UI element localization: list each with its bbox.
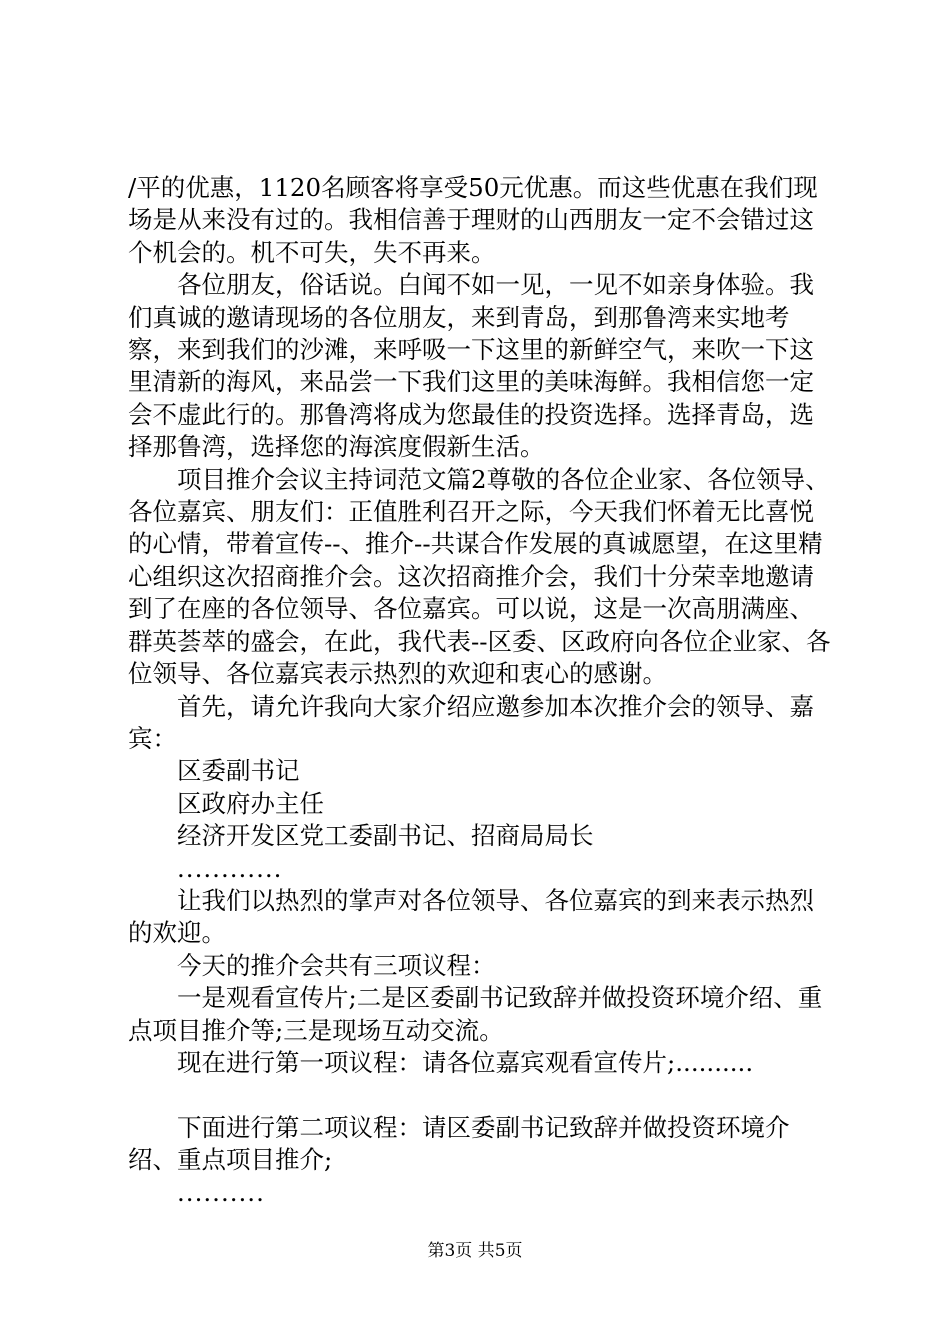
paragraph-agenda-intro: 今天的推介会共有三项议程： bbox=[177, 950, 496, 980]
guest-item-development-zone-secretary: 经济开发区党工委副书记、招商局局长 bbox=[177, 821, 594, 851]
paragraph-invitation: 各位朋友，俗话说。白闻不如一见，一见不如亲身体验。我们真诚的邀请现场的各位朋友，来到青岛，到那鲁湾来实地考察，来到我们的沙滩，来呼吸一下这里的新鲜空气，来吹一下这里清新的海风，来品尝一下我们这里的美味海鲜。我相信您一定会不虚此行的。那鲁湾将成为您最佳的投资选择。选择青岛，选择那鲁湾，选择您的海滨度假新生活。 bbox=[128, 270, 814, 462]
blank-line bbox=[128, 1079, 838, 1111]
paragraph-speech-intro: 项目推介会议主持词范文篇2尊敬的各位企业家、各位领导、各位嘉宾、朋友们：正值胜利召开之际，今天我们怀着无比喜悦的心情，带着宣传--、推介--共谋合作发展的真诚愿望，在这里精心组织这次招商推介会。这次招商推介会，我们十分荣幸地邀请到了在座的各位领导、各位嘉宾。可以说，这是一次高朋满座、群英荟萃的盛会，在此，我代表--区委、区政府向各位企业家、各位领导、各位嘉宾表示热烈的欢迎和衷心的感谢。 bbox=[128, 464, 831, 689]
ellipsis-line: ............ bbox=[177, 853, 283, 883]
paragraph-introduce-guests: 首先，请允许我向大家介绍应邀参加本次推介会的领导、嘉宾： bbox=[128, 691, 814, 753]
page-number-footer: 第3页 共5页 bbox=[427, 1241, 523, 1261]
paragraph-agenda-second: 下面进行第二项议程：请区委副书记致辞并做投资环境介绍、重点项目推介; bbox=[128, 1112, 790, 1175]
paragraph-discount: /平的优惠，1120名顾客将享受50元优惠。而这些优惠在我们现场是从来没有过的。我相信善于理财的山西朋友一定不会错过这个机会的。机不可失，失不再来。 bbox=[128, 173, 818, 267]
document-body bbox=[128, 172, 838, 1209]
paragraph-agenda-first: 现在进行第一项议程：请各位嘉宾观看宣传片;.......... bbox=[177, 1047, 754, 1077]
paragraph-agenda-items: 一是观看宣传片;二是区委副书记致辞并做投资环境介绍、重点项目推介等;三是现场互动交流。 bbox=[128, 983, 823, 1045]
guest-item-government-office-director: 区政府办主任 bbox=[177, 788, 324, 818]
guest-item-district-deputy-secretary: 区委副书记 bbox=[177, 756, 300, 786]
ellipsis-line: .......... bbox=[177, 1177, 265, 1207]
paragraph-applause: 让我们以热烈的掌声对各位领导、各位嘉宾的到来表示热烈的欢迎。 bbox=[128, 885, 814, 948]
